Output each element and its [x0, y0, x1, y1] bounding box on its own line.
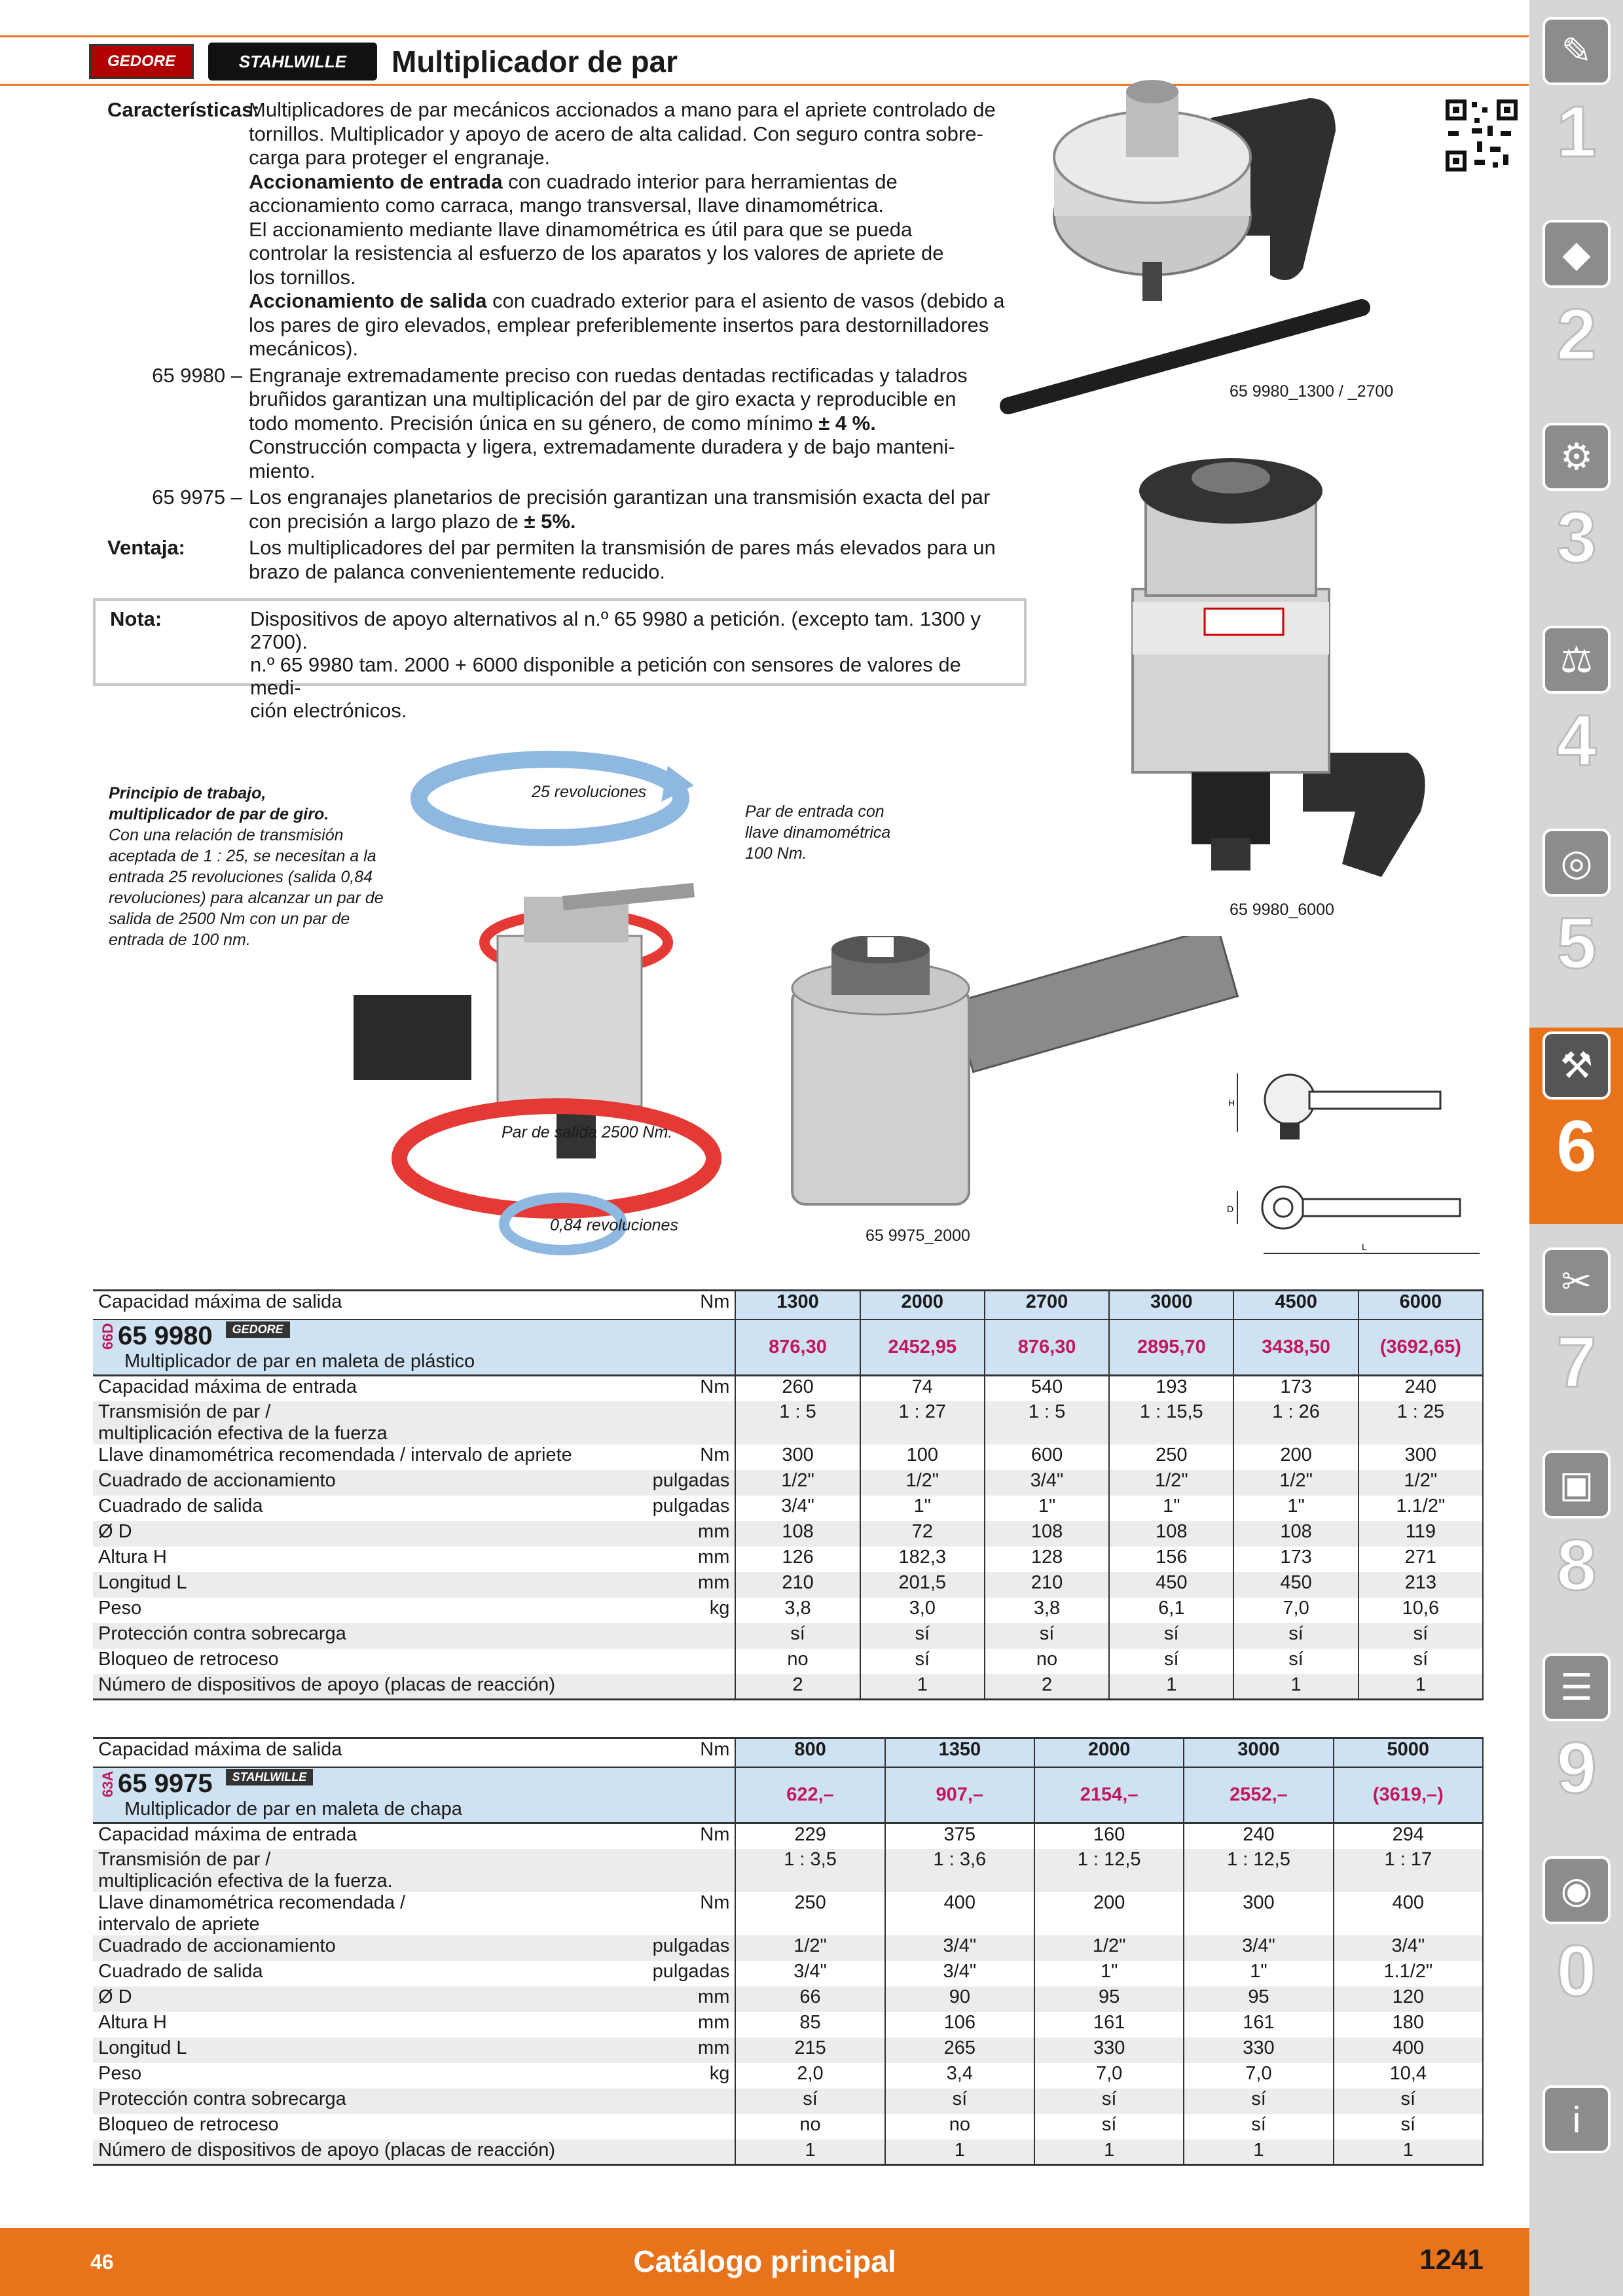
row-value: 95	[1034, 1986, 1184, 2012]
row-value: 182,3	[860, 1547, 985, 1572]
size-header: 800	[735, 1738, 884, 1767]
page-number-right: 1241	[1419, 2244, 1484, 2276]
product-description: Multiplicador de par en maleta de plástico	[124, 1351, 475, 1372]
price-cell: 2452,95	[860, 1319, 985, 1376]
gedore-logo: GEDORE	[89, 44, 194, 79]
row-value: 161	[1034, 2012, 1184, 2037]
row-value: 294	[1334, 1823, 1483, 1849]
row-value: sí	[860, 1649, 985, 1674]
row-value: 1 : 5	[735, 1401, 860, 1444]
table-row	[93, 1376, 1483, 1401]
table-row	[93, 1961, 1483, 1986]
tab-number: 5	[1556, 903, 1597, 984]
row-value: 3/4"	[985, 1470, 1109, 1496]
table-row	[93, 1470, 1483, 1496]
p9975-text: Los engranajes planetarios de precisión garantizan una transmisión exacta del par con precisión a largo plazo de ± 5%.	[249, 486, 991, 533]
tab-number: 6	[1556, 1106, 1597, 1187]
tab-7[interactable]	[1539, 1244, 1614, 1440]
row-value: 330	[1184, 2037, 1333, 2063]
tab-0[interactable]	[1539, 1852, 1614, 2049]
tab-number: 9	[1556, 1728, 1597, 1808]
row-value: 250	[1109, 1444, 1233, 1470]
row-value: 108	[1109, 1521, 1233, 1547]
row-value: 400	[1334, 2037, 1483, 2063]
row-label: Nm Capacidad máxima de entrada	[93, 1376, 735, 1401]
row-label: pulgadas Cuadrado de salida	[93, 1961, 735, 1986]
row-value: 108	[985, 1521, 1109, 1547]
row-value: 1 : 25	[1359, 1401, 1483, 1444]
row-value: no	[985, 1649, 1109, 1674]
row-value: 66	[735, 1986, 884, 2012]
row-value: 85	[735, 2012, 884, 2037]
table-row	[93, 2037, 1483, 2063]
brand-logo: STAHLWILLE	[226, 1769, 314, 1785]
row-value: 3,0	[860, 1598, 985, 1623]
row-value: 200	[1034, 1892, 1184, 1935]
row-value: no	[735, 2114, 884, 2140]
table-header-row	[93, 1738, 1483, 1767]
row-value: sí	[1334, 2114, 1483, 2140]
cabinet-icon: ☰	[1542, 1653, 1611, 1721]
price-cell: 622,–	[735, 1767, 884, 1823]
caption-image-9975-2000: 65 9975_2000	[866, 1227, 970, 1245]
caption-image-9980-1300: 65 9980_1300 / _2700	[1230, 382, 1394, 401]
row-value: 1.1/2"	[1359, 1496, 1483, 1521]
tab-5[interactable]	[1539, 825, 1614, 1021]
table-row	[93, 2063, 1483, 2089]
row-value: sí	[1034, 2089, 1184, 2114]
group-code: 63A	[100, 1770, 116, 1798]
table-row	[93, 1572, 1483, 1598]
header-top-rule	[0, 35, 1529, 37]
row-value: 210	[985, 1572, 1109, 1598]
row-label: Protección contra sobrecarga	[93, 1623, 735, 1649]
tab-number: 8	[1556, 1525, 1597, 1605]
row-value: 540	[985, 1376, 1109, 1401]
row-value: 1"	[1184, 1961, 1333, 1986]
row-value: 10,6	[1359, 1598, 1483, 1623]
ventaja-text: Los multiplicadores del par permiten la transmisión de pares más elevados para un brazo de palanca convenientemente reducido.	[249, 536, 996, 583]
product-row	[93, 1319, 1483, 1376]
product-description: Multiplicador de par en maleta de chapa	[124, 1799, 462, 1820]
table-65-9975	[93, 1737, 1484, 2166]
row-value: 6,1	[1109, 1598, 1233, 1623]
tab-8[interactable]	[1539, 1446, 1614, 1643]
dim-d-label: D	[1227, 1204, 1234, 1214]
wrench-screwdriver-icon: ⚒	[1542, 1031, 1611, 1100]
row-value: 450	[1109, 1572, 1233, 1598]
dimension-drawing	[1218, 1060, 1493, 1270]
row-value: 260	[735, 1376, 860, 1401]
row-value: 1	[1184, 2140, 1333, 2165]
row-value: 2	[985, 1674, 1109, 1700]
row-value: 210	[735, 1572, 860, 1598]
product-cell	[93, 1319, 735, 1376]
toolbox-icon: ▣	[1542, 1450, 1611, 1518]
row-value: 1 : 26	[1233, 1401, 1358, 1444]
row-value: 106	[885, 2012, 1034, 2037]
row-label: kg Peso	[93, 1598, 735, 1623]
section-tabs	[1529, 0, 1623, 2296]
tab-4[interactable]	[1539, 622, 1614, 818]
row-value: sí	[1109, 1649, 1233, 1674]
row-value: 3,4	[885, 2063, 1034, 2089]
row-value: 7,0	[1184, 2063, 1333, 2089]
table-row	[93, 2114, 1483, 2140]
row-label: mm Longitud L	[93, 1572, 735, 1598]
row-value: 119	[1359, 1521, 1483, 1547]
row-label: mm Longitud L	[93, 2037, 735, 2063]
row-value: sí	[1184, 2089, 1333, 2114]
row-value: 1/2"	[735, 1470, 860, 1496]
dim-h-label: H	[1228, 1098, 1235, 1108]
row-label: kg Peso	[93, 2063, 735, 2089]
row-value: 1	[885, 2140, 1034, 2165]
row-value: 1	[735, 2140, 884, 2165]
row-label: mm Ø D	[93, 1521, 735, 1547]
row-value: 193	[1109, 1376, 1233, 1401]
row-value: 95	[1184, 1986, 1333, 2012]
table-row	[93, 1935, 1483, 1961]
row-value: 1/2"	[735, 1935, 884, 1961]
size-header: 6000	[1359, 1291, 1483, 1319]
size-header: 5000	[1334, 1738, 1483, 1767]
size-header: 1300	[735, 1291, 860, 1319]
note-label: Nota:	[110, 607, 162, 630]
row-value: 156	[1109, 1547, 1233, 1572]
row-value: 126	[735, 1547, 860, 1572]
product-row	[93, 1767, 1483, 1823]
rev084-label: 0,84 revoluciones	[550, 1216, 678, 1234]
row-value: 90	[885, 1986, 1034, 2012]
size-header: 4500	[1233, 1291, 1358, 1319]
row-label: pulgadas Cuadrado de accionamiento	[93, 1935, 735, 1961]
row-value: 1/2"	[1034, 1935, 1184, 1961]
size-header: 1350	[885, 1738, 1034, 1767]
row-label: mm Ø D	[93, 1986, 735, 2012]
tab-i[interactable]	[1539, 2081, 1614, 2278]
row-value: 1	[860, 1674, 985, 1700]
row-value: 215	[735, 2037, 884, 2063]
header-label: Capacidad máxima de salida Nm	[93, 1291, 735, 1319]
price-cell: 2552,–	[1184, 1767, 1333, 1823]
row-value: 450	[1233, 1572, 1358, 1598]
row-value: 400	[885, 1892, 1034, 1935]
table-row	[93, 2089, 1483, 2114]
table-row	[93, 1521, 1483, 1547]
tab-number: 0	[1556, 1931, 1597, 2011]
row-value: 173	[1233, 1547, 1358, 1572]
row-value: 1	[1233, 1674, 1358, 1700]
entrada-label: Par de entrada con llave dinamométrica 100 Nm.	[745, 802, 891, 863]
row-value: 1/2"	[1109, 1470, 1233, 1496]
table-row	[93, 1823, 1483, 1849]
row-value: sí	[1034, 2114, 1184, 2140]
row-value: 265	[885, 2037, 1034, 2063]
dim-l-label: L	[1362, 1242, 1367, 1252]
price-cell: 2154,–	[1034, 1767, 1184, 1823]
page-title: Multiplicador de par	[392, 45, 678, 79]
brand-logo: GEDORE	[226, 1321, 290, 1338]
size-header: 3000	[1109, 1291, 1233, 1319]
tab-number: 1	[1556, 92, 1597, 172]
tab-number: 4	[1556, 700, 1597, 781]
table-row	[93, 1623, 1483, 1649]
row-value: 1 : 12,5	[1184, 1849, 1333, 1892]
table-header-row	[93, 1291, 1483, 1319]
row-value: 300	[1359, 1444, 1483, 1470]
row-value: 271	[1359, 1547, 1483, 1572]
table-row	[93, 1401, 1483, 1444]
row-value: sí	[735, 2089, 884, 2114]
table-row	[93, 1649, 1483, 1674]
table-row	[93, 1496, 1483, 1521]
price-cell: 3438,50	[1233, 1319, 1358, 1376]
group-code: 66D	[100, 1323, 116, 1350]
row-value: 400	[1334, 1892, 1483, 1935]
p9980-label: 65 9980 –	[152, 363, 242, 387]
caracteristicas-text: Multiplicadores de par mecánicos accionados a mano para el apriete controlado de tornillos. Multiplicador y apoyo de acero de alta calidad. Con seguro contra sobre- carga para proteger el engranaje. Accionamiento de entrada con cuadrado interior para herramientas de accionamiento como carraca, mango transversal, llave dinamométrica. El accionamiento mediante llave dinamométrica es útil para que se pueda controlar la resistencia al esfuerzo de los aparatos y los valores de apriete de los tornillos. Accionamiento de salida con cuadrado exterior para el asiento de vasos (debido a los pares de giro elevados, emplear preferiblemente insertos para destornilladores mecánicos).	[249, 98, 1005, 360]
row-value: 240	[1184, 1823, 1333, 1849]
row-value: 1 : 27	[860, 1401, 985, 1444]
table-65-9980	[93, 1289, 1484, 1700]
product-image-9980-6000	[1106, 445, 1460, 890]
salida-label: Par de salida 2500 Nm.	[501, 1123, 673, 1141]
row-value: 1 : 5	[985, 1401, 1109, 1444]
features-section	[107, 98, 1024, 586]
row-value: 200	[1233, 1444, 1358, 1470]
price-cell: (3619,–)	[1334, 1767, 1483, 1823]
row-label: Número de dispositivos de apoyo (placas de reacción)	[93, 1674, 735, 1700]
tab-number: 3	[1556, 497, 1597, 578]
page-number-left: 46	[90, 2250, 114, 2274]
row-value: 1	[1334, 2140, 1483, 2165]
p9975-label: 65 9975 –	[152, 486, 242, 509]
price-cell: 907,–	[885, 1767, 1034, 1823]
row-value: 240	[1359, 1376, 1483, 1401]
row-value: sí	[860, 1623, 985, 1649]
caption-image-9980-6000: 65 9980_6000	[1230, 901, 1334, 919]
row-value: 213	[1359, 1572, 1483, 1598]
product-cell	[93, 1767, 735, 1823]
row-value: 375	[885, 1823, 1034, 1849]
catalog-title: Catálogo principal	[633, 2244, 896, 2278]
row-value: 3/4"	[1184, 1935, 1333, 1961]
header-label: Capacidad máxima de salida Nm	[93, 1738, 735, 1767]
row-value: 2	[735, 1674, 860, 1700]
row-value: 300	[1184, 1892, 1333, 1935]
page-footer	[0, 2228, 1529, 2296]
ventaja-label: Ventaja:	[107, 536, 185, 559]
size-header: 2000	[860, 1291, 985, 1319]
row-value: 1 : 3,5	[735, 1849, 884, 1892]
row-value: sí	[985, 1623, 1109, 1649]
row-label: Bloqueo de retroceso	[93, 1649, 735, 1674]
row-value: 3/4"	[735, 1496, 860, 1521]
product-number: 65 9980	[118, 1321, 213, 1351]
table-row	[93, 2012, 1483, 2037]
row-value: 3/4"	[885, 1935, 1034, 1961]
product-number: 65 9975	[118, 1769, 213, 1799]
pliers-icon: ✂	[1542, 1247, 1611, 1316]
tab-number: 2	[1556, 295, 1597, 375]
principle-diagram	[340, 740, 773, 1263]
row-label: Bloqueo de retroceso	[93, 2114, 735, 2140]
size-header: 3000	[1184, 1738, 1333, 1767]
info-icon: i	[1542, 2085, 1611, 2153]
row-value: sí	[1233, 1623, 1358, 1649]
principle-text: Principio de trabajo, multiplicador de par de giro. Con una relación de transmisión aceptada de 1 : 25, se necesitan a la entrada 25 revoluciones (salida 0,84 revoluciones) para alcanzar un par de salida de 2500 Nm con un par de entrada de 100 nm.	[109, 784, 384, 949]
tab-6[interactable]	[1529, 1028, 1623, 1224]
row-value: 74	[860, 1376, 985, 1401]
row-label: mm Altura H	[93, 1547, 735, 1572]
p9980-text: Engranaje extremadamente preciso con ruedas dentadas rectificadas y taladros bruñidos garantizan una multiplicación del par de giro exacta y reproducible en todo momento. Precisión única en su género, de como mínimo ± 4 %. Construcción compacta y ligera, extremadamente duradera y de bajo manteni- miento.	[249, 363, 968, 482]
row-value: 10,4	[1334, 2063, 1483, 2089]
row-value: sí	[1109, 1623, 1233, 1649]
tab-number: 7	[1556, 1322, 1597, 1403]
product-image-9975-2000	[786, 936, 1257, 1230]
row-value: 201,5	[860, 1572, 985, 1598]
row-value: 3/4"	[735, 1961, 884, 1986]
table-row	[93, 1986, 1483, 2012]
tab-9[interactable]	[1539, 1649, 1614, 1846]
row-value: 128	[985, 1547, 1109, 1572]
row-value: 1 : 17	[1334, 1849, 1483, 1892]
row-value: 300	[735, 1444, 860, 1470]
note-text: Dispositivos de apoyo alternativos al n.º 65 9980 a petición. (excepto tam. 1300 y 2700). n.º 65 9980 tam. 2000 + 6000 disponible a petición con sensores de valores de medi- ción electrónicos.	[250, 607, 981, 722]
row-value: 161	[1184, 2012, 1333, 2037]
row-value: 100	[860, 1444, 985, 1470]
table-row	[93, 1547, 1483, 1572]
row-label: Transmisión de par / multiplicación efectiva de la fuerza.	[93, 1849, 735, 1892]
row-value: 1 : 3,6	[885, 1849, 1034, 1892]
row-label: pulgadas Cuadrado de accionamiento	[93, 1470, 735, 1496]
row-value: sí	[1184, 2114, 1333, 2140]
row-value: 330	[1034, 2037, 1184, 2063]
row-value: 1"	[1109, 1496, 1233, 1521]
row-value: sí	[1233, 1649, 1358, 1674]
row-value: 1"	[860, 1496, 985, 1521]
row-value: 1"	[1233, 1496, 1358, 1521]
stahlwille-logo: STAHLWILLE	[208, 43, 377, 81]
row-value: 1/2"	[1233, 1470, 1358, 1496]
insert-icon: ◆	[1542, 220, 1611, 288]
row-value: 7,0	[1034, 2063, 1184, 2089]
row-value: 1	[1034, 2140, 1184, 2165]
price-cell: 876,30	[985, 1319, 1109, 1376]
row-value: 1/2"	[1359, 1470, 1483, 1496]
price-cell: (3692,65)	[1359, 1319, 1483, 1376]
row-value: sí	[735, 1623, 860, 1649]
row-value: 1"	[985, 1496, 1109, 1521]
table-row	[93, 1444, 1483, 1470]
row-value: 173	[1233, 1376, 1358, 1401]
row-label: Protección contra sobrecarga	[93, 2089, 735, 2114]
row-value: sí	[1359, 1623, 1483, 1649]
row-value: 3/4"	[885, 1961, 1034, 1986]
row-value: 108	[735, 1521, 860, 1547]
row-value: sí	[885, 2089, 1034, 2114]
row-label: Nm Llave dinamométrica recomendada / intervalo de apriete	[93, 1892, 735, 1935]
note-box	[93, 598, 1027, 722]
saw-blade-icon: ◎	[1542, 829, 1611, 897]
drill-icon: ✎	[1542, 17, 1611, 85]
caracteristicas-label: Características:	[107, 98, 260, 121]
row-value: 600	[985, 1444, 1109, 1470]
row-label: Nm Llave dinamométrica recomendada / intervalo de apriete	[93, 1444, 735, 1470]
row-value: 1	[1109, 1674, 1233, 1700]
qr-code-icon	[1446, 99, 1518, 171]
size-header: 2700	[985, 1291, 1109, 1319]
row-value: 72	[860, 1521, 985, 1547]
size-header: 2000	[1034, 1738, 1184, 1767]
row-value: 120	[1334, 1986, 1483, 2012]
tab-2[interactable]	[1539, 216, 1614, 412]
row-label: Transmisión de par / multiplicación efectiva de la fuerza	[93, 1401, 735, 1444]
row-value: 180	[1334, 2012, 1483, 2037]
caliper-icon: ⚖	[1542, 626, 1611, 694]
row-value: 1.1/2"	[1334, 1961, 1483, 1986]
row-value: 1	[1359, 1674, 1483, 1700]
row-value: 3,8	[985, 1598, 1109, 1623]
row-value: 1 : 12,5	[1034, 1849, 1184, 1892]
table-row	[93, 1674, 1483, 1700]
safety-icon: ◉	[1542, 1856, 1611, 1924]
row-value: 108	[1233, 1521, 1358, 1547]
row-value: 160	[1034, 1823, 1184, 1849]
row-value: 2,0	[735, 2063, 884, 2089]
row-label: pulgadas Cuadrado de salida	[93, 1496, 735, 1521]
table-row	[93, 1598, 1483, 1623]
row-value: no	[885, 2114, 1034, 2140]
table-row	[93, 1892, 1483, 1935]
row-value: 1 : 15,5	[1109, 1401, 1233, 1444]
price-cell: 876,30	[735, 1319, 860, 1376]
row-value: 7,0	[1233, 1598, 1358, 1623]
row-value: sí	[1359, 1649, 1483, 1674]
tap-icon: ⚙	[1542, 423, 1611, 491]
row-value: 1"	[1034, 1961, 1184, 1986]
table-row	[93, 1849, 1483, 1892]
row-label: mm Altura H	[93, 2012, 735, 2037]
table-row	[93, 2140, 1483, 2165]
price-cell: 2895,70	[1109, 1319, 1233, 1376]
row-value: 229	[735, 1823, 884, 1849]
row-label: Número de dispositivos de apoyo (placas de reacción)	[93, 2140, 735, 2165]
row-value: 250	[735, 1892, 884, 1935]
tab-3[interactable]	[1539, 419, 1614, 615]
row-value: no	[735, 1649, 860, 1674]
row-label: Nm Capacidad máxima de entrada	[93, 1823, 735, 1849]
tab-1[interactable]	[1539, 13, 1614, 209]
row-value: 3/4"	[1334, 1935, 1483, 1961]
row-value: sí	[1334, 2089, 1483, 2114]
row-value: 1/2"	[860, 1470, 985, 1496]
rev25-label: 25 revoluciones	[532, 783, 647, 801]
row-value: 3,8	[735, 1598, 860, 1623]
